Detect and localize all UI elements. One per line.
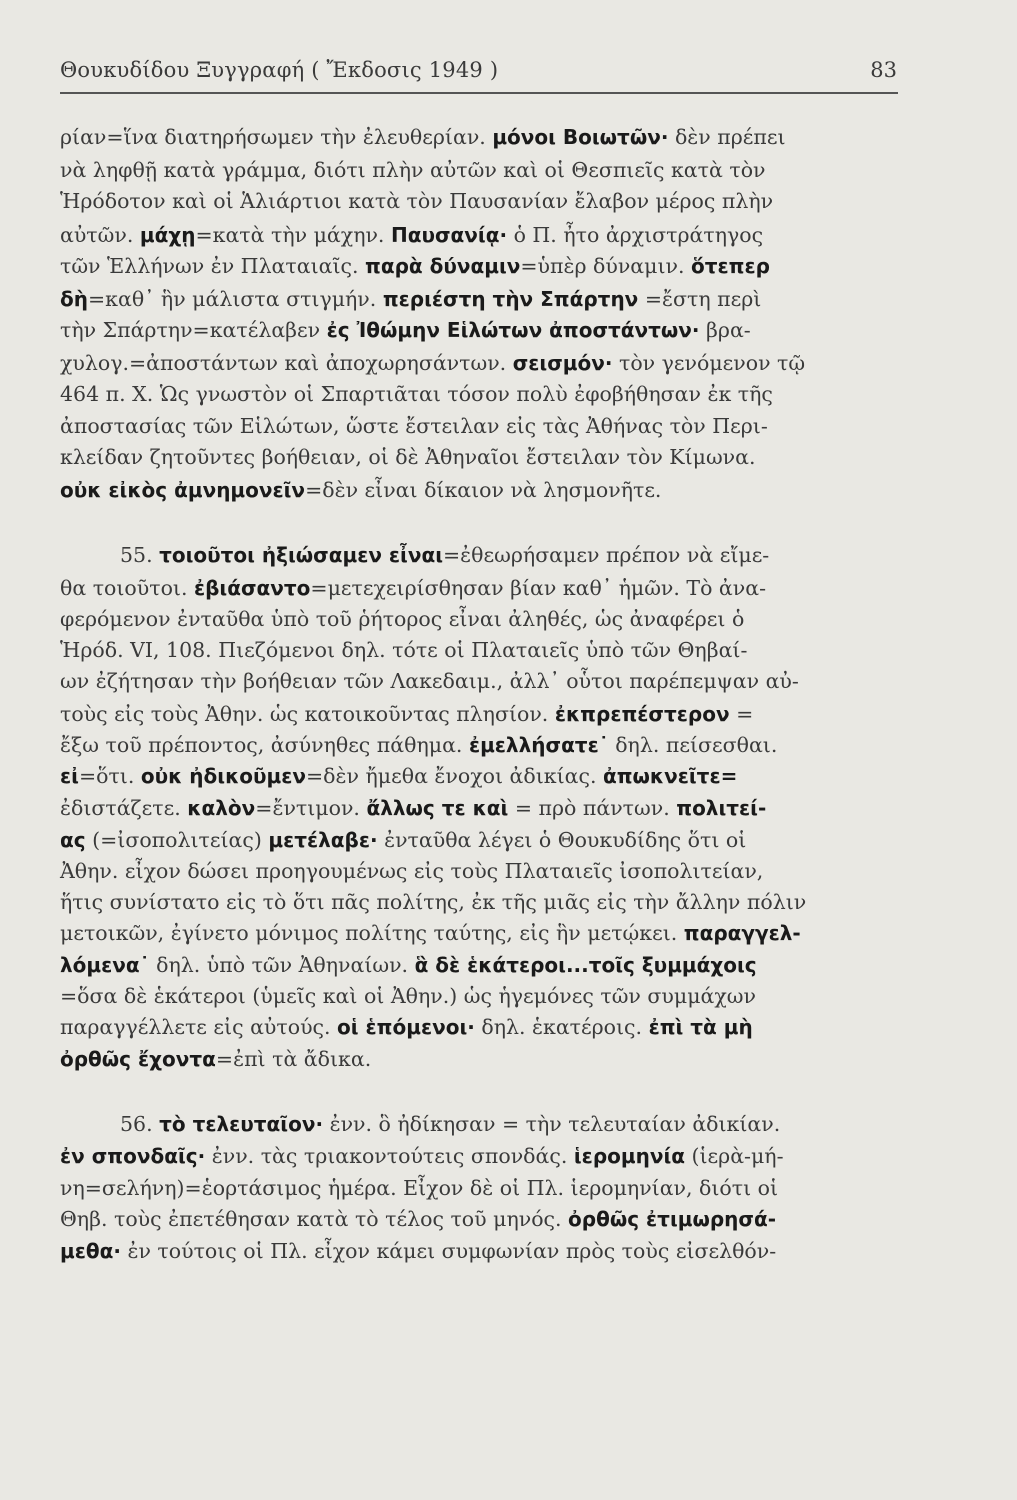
lemma-term: μόνοι Βοιωτῶν· xyxy=(492,125,669,149)
text-line xyxy=(60,1013,900,1041)
lemma-term: δὴ xyxy=(60,287,88,311)
commentary-text: =ὑπὲρ δύναμιν. xyxy=(520,254,692,278)
commentary-text: ἐνταῦθα λέγει ὁ Θουκυδίδης ὅτι οἱ xyxy=(377,828,747,852)
commentary-text: 55. xyxy=(120,543,160,567)
text-line xyxy=(60,380,900,408)
header-rule xyxy=(60,92,898,94)
text-line xyxy=(60,857,900,885)
text-line xyxy=(60,636,900,664)
commentary-text: ων ἐζήτησαν τὴν βοήθειαν τῶν Λακεδαιμ., ἀλλ᾿ οὗτοι παρέπεμψαν αὐ- xyxy=(60,669,799,693)
text-line xyxy=(120,541,900,569)
commentary-text: (ἱερὰ-μή- xyxy=(684,1144,784,1168)
lemma-term: περιέστη τὴν Σπάρτην xyxy=(382,287,639,311)
commentary-text: τὸν γενόμενον τῷ xyxy=(612,351,806,375)
commentary-text: χυλογ.=ἀποστάντων καὶ ἀποχωρησάντων. xyxy=(60,351,513,375)
commentary-text: τῶν Ἑλλήνων ἐν Πλαταιαῖς. xyxy=(60,254,366,278)
lemma-term: μετέλαβε· xyxy=(268,828,378,852)
commentary-text: =ἔντιμον. xyxy=(255,796,367,820)
commentary-text: δηλ. ὑπὸ τῶν Ἀθηναίων. xyxy=(149,953,415,977)
text-line xyxy=(60,826,900,854)
lemma-term: ὅτεπερ xyxy=(691,254,770,278)
commentary-text: ἐδιστάζετε. xyxy=(60,796,188,820)
lemma-term: ἐν σπονδαῖς· xyxy=(60,1144,206,1168)
commentary-text: =δὲν εἶναι δίκαιον νὰ λησμονῆτε. xyxy=(305,478,662,502)
commentary-text: 56. xyxy=(120,1112,160,1136)
text-line xyxy=(60,762,900,790)
text-line xyxy=(60,1142,900,1170)
text-line xyxy=(60,187,900,215)
text-line xyxy=(60,285,900,313)
text-line xyxy=(60,919,900,947)
commentary-text: δηλ. ἑκατέροις. xyxy=(474,1015,649,1039)
lemma-term: ἄλλως τε καὶ xyxy=(366,796,509,820)
commentary-text: =ἔστη περὶ xyxy=(638,287,762,311)
commentary-text: 464 π. Χ. Ὡς γνωστὸν οἱ Σπαρτιᾶται τόσον πολὺ ἐφοβήθησαν ἐκ τῆς xyxy=(60,382,773,406)
commentary-text: θα τοιοῦτοι. xyxy=(60,576,194,600)
page-number: 83 xyxy=(870,58,897,82)
text-line xyxy=(60,667,900,695)
commentary-text: =μετεχειρίσθησαν βίαν καθ᾿ ἡμῶν. Τὸ ἀνα- xyxy=(310,576,767,600)
lemma-term: σεισμόν· xyxy=(512,351,613,375)
text-line xyxy=(60,1045,900,1073)
lemma-term: μάχῃ xyxy=(139,223,196,247)
lemma-term: οὐκ ἠδικοῦμεν xyxy=(140,764,306,788)
text-line xyxy=(60,731,900,759)
text-line xyxy=(60,574,900,602)
commentary-text: νη=σελήνη)=ἑορτάσιμος ἡμέρα. Εἶχον δὲ οἱ Πλ. ἱερομηνίαν, διότι οἱ xyxy=(60,1176,779,1200)
commentary-text: Ἀθην. εἶχον δώσει προηγουμένως εἰς τοὺς Πλαταιεῖς ἰσοπολιτείαν, xyxy=(60,859,764,883)
lemma-term: μεθα· xyxy=(60,1239,121,1263)
commentary-text: ἀποστασίας τῶν Εἱλώτων, ὥστε ἔστειλαν εἰς τὰς Ἀθήνας τὸν Περι- xyxy=(60,414,768,438)
text-line xyxy=(60,1174,900,1202)
text-line xyxy=(60,982,900,1010)
lemma-term: Παυσανίᾳ· xyxy=(390,223,508,247)
commentary-text: Ἡρόδοτον καὶ οἱ Ἁλιάρτιοι κατὰ τὸν Παυσανίαν ἔλαβον μέρος πλὴν xyxy=(60,189,774,213)
commentary-text: =ἐθεωρήσαμεν πρέπον νὰ εἴμε- xyxy=(443,543,770,567)
running-header-title: Θουκυδίδου Ξυγγραφή ( Ἔκδοσις 1949 ) xyxy=(60,58,499,82)
commentary-text: κλείδαν ζητοῦντες βοήθειαν, οἱ δὲ Ἀθηναῖοι ἔστειλαν τὸν Κίμωνα. xyxy=(60,445,756,469)
commentary-text: παραγγέλλετε εἰς αὐτούς. xyxy=(60,1015,338,1039)
commentary-text: ὁ Π. ἦτο ἀρχιστράτηγος xyxy=(507,223,764,247)
commentary-text: =καθ᾿ ἣν μάλιστα στιγμήν. xyxy=(87,287,383,311)
commentary-text: =δὲν ἤμεθα ἔνοχοι ἀδικίας. xyxy=(306,764,603,788)
lemma-term: ἐκπρεπέστερον xyxy=(554,702,730,726)
lemma-term: τὸ τελευταῖον· xyxy=(159,1112,324,1136)
text-line xyxy=(60,221,900,249)
lemma-term: τοιοῦτοι ἠξιώσαμεν εἶναι xyxy=(159,543,443,567)
text-line xyxy=(60,443,900,471)
text-line xyxy=(60,156,900,184)
commentary-text: τὴν Σπάρτην=κατέλαβεν xyxy=(60,318,327,342)
text-line xyxy=(120,1110,900,1138)
text-line xyxy=(60,476,900,504)
commentary-text: αὐτῶν. xyxy=(60,223,140,247)
text-line xyxy=(60,349,900,377)
lemma-term: ἃ δὲ ἑκάτεροι...τοῖς ξυμμάχοις xyxy=(414,953,757,977)
lemma-term: καλὸν xyxy=(187,796,256,820)
commentary-text: φερόμενον ἐνταῦθα ὑπὸ τοῦ ῥήτορος εἶναι ἀληθές, ὡς ἀναφέρει ὁ xyxy=(60,607,745,631)
commentary-text: ἐν τούτοις οἱ Πλ. εἶχον κάμει συμφωνίαν πρὸς τοὺς εἰσελθόν- xyxy=(120,1239,777,1263)
commentary-text: βρα- xyxy=(699,318,751,342)
text-line xyxy=(60,252,900,280)
text-line xyxy=(60,794,900,822)
text-line xyxy=(60,888,900,916)
text-line xyxy=(60,1205,900,1233)
commentary-text: μετοικῶν, ἐγίνετο μόνιμος πολίτης ταύτης, εἰς ἣν μετῴκει. xyxy=(60,921,684,945)
lemma-term: ἱερομηνία xyxy=(573,1144,685,1168)
lemma-term: παρὰ δύναμιν xyxy=(365,254,521,278)
lemma-term: ὀρθῶς ἐτιμωρησά- xyxy=(568,1207,777,1231)
lemma-term: εἰ xyxy=(60,764,79,788)
lemma-term: ἐμελλήσατε˙ xyxy=(468,733,609,757)
lemma-term: ἐπὶ τὰ μὴ xyxy=(648,1015,753,1039)
commentary-text: (=ἰσοπολιτείας) xyxy=(85,828,269,852)
commentary-text: =ὅτι. xyxy=(78,764,141,788)
lemma-term: ἐβιάσαντο xyxy=(193,576,311,600)
commentary-text: Ἡρόδ. VI, 108. Πιεζόμενοι δηλ. τότε οἱ Πλαταιεῖς ὑπὸ τῶν Θηβαί- xyxy=(60,638,748,662)
lemma-term: ας xyxy=(60,828,86,852)
commentary-text: ἐνν. ὃ ἠδίκησαν = τὴν τελευταίαν ἀδικίαν. xyxy=(323,1112,781,1136)
lemma-term: λόμενα˙ xyxy=(60,953,150,977)
commentary-text: =ὅσα δὲ ἑκάτεροι (ὑμεῖς καὶ οἱ Ἀθην.) ὡς ἡγεμόνες τῶν συμμάχων xyxy=(60,984,756,1008)
lemma-term: παραγγελ- xyxy=(683,921,801,945)
lemma-term: ἐς Ἰθώμην Εἱλώτων ἀποστάντων· xyxy=(326,318,700,342)
commentary-text: δὲν πρέπει xyxy=(668,125,786,149)
commentary-text: ἥτις συνίστατο εἰς τὸ ὅτι πᾶς πολίτης, ἐκ τῆς μιᾶς εἰς τὴν ἄλλην πόλιν xyxy=(60,890,807,914)
text-line xyxy=(60,951,900,979)
lemma-term: οὐκ εἰκὸς ἀμνημονεῖν xyxy=(60,478,306,502)
lemma-term: ὀρθῶς ἔχοντα xyxy=(60,1047,216,1071)
commentary-text: ρίαν=ἵνα διατηρήσωμεν τὴν ἐλευθερίαν. xyxy=(60,125,493,149)
commentary-text: =ἐπὶ τὰ ἄδικα. xyxy=(215,1047,372,1071)
text-line xyxy=(60,412,900,440)
text-line xyxy=(60,123,900,151)
lemma-term: οἱ ἑπόμενοι· xyxy=(337,1015,475,1039)
commentary-text: = xyxy=(729,702,754,726)
text-line xyxy=(60,316,900,344)
commentary-text: =κατὰ τὴν μάχην. xyxy=(195,223,391,247)
commentary-text: ἔξω τοῦ πρέποντος, ἀσύνηθες πάθημα. xyxy=(60,733,469,757)
commentary-text: δηλ. πείσεσθαι. xyxy=(608,733,778,757)
text-line xyxy=(60,700,900,728)
commentary-text: νὰ ληφθῇ κατὰ γράμμα, διότι πλὴν αὐτῶν καὶ οἱ Θεσπιεῖς κατὰ τὸν xyxy=(60,158,766,182)
commentary-text: τοὺς εἰς τοὺς Ἀθην. ὡς κατοικοῦντας πλησίον. xyxy=(60,702,555,726)
text-line xyxy=(60,1237,900,1265)
commentary-text: ἐνν. τὰς τριακοντούτεις σπονδάς. xyxy=(205,1144,574,1168)
commentary-text: Θηβ. τοὺς ἐπετέθησαν κατὰ τὸ τέλος τοῦ μηνός. xyxy=(60,1207,569,1231)
lemma-term: ἀπωκνεῖτε= xyxy=(602,764,738,788)
commentary-text: = πρὸ πάντων. xyxy=(508,796,677,820)
lemma-term: πολιτεί- xyxy=(676,796,767,820)
text-line xyxy=(60,605,900,633)
